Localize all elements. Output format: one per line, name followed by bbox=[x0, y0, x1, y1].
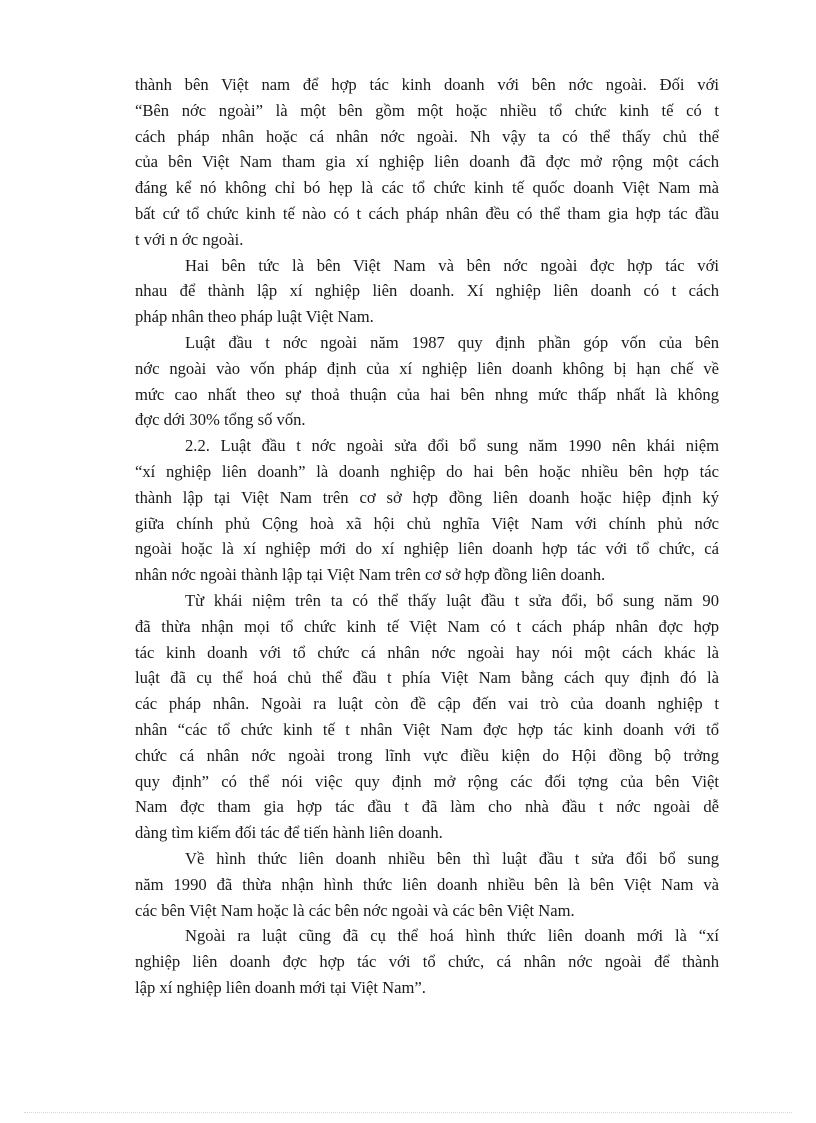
text-line: tác kinh doanh với tổ chức cá nhân nớc ngoài hay nói một cách khác là bbox=[135, 642, 719, 662]
text-line: giữa chính phủ Cộng hoà xã hội chủ nghĩa Việt Nam với chính phủ nớc bbox=[135, 513, 719, 533]
text-line: cách pháp nhân hoặc cá nhân nớc ngoài. Nh vậy ta có thể thấy chủ thể bbox=[135, 126, 719, 146]
text-line: thành lập tại Việt Nam trên cơ sở hợp đồng liên doanh hoặc hiệp định ký bbox=[135, 487, 719, 507]
text-line: “Bên nớc ngoài” là một bên gồm một hoặc nhiều tổ chức kinh tế có t bbox=[135, 100, 719, 120]
text-line: thành bên Việt nam để hợp tác kinh doanh với bên nớc ngoài. Đối với bbox=[135, 75, 719, 94]
page-bottom-divider bbox=[24, 1112, 792, 1113]
text-line: t với n ớc ngoài. bbox=[135, 229, 244, 249]
text-line: mức cao nhất theo sự thoả thuận của hai bên nhng mức thấp nhất là không bbox=[135, 384, 719, 404]
text-line: nhau để thành lập xí nghiệp liên doanh. Xí nghiệp liên doanh có t cách bbox=[135, 281, 719, 301]
text-line: dàng tìm kiếm đối tác để tiến hành liên doanh. bbox=[135, 823, 443, 843]
text-line: 2.2. Luật đầu t nớc ngoài sửa đổi bổ sung năm 1990 nên khái niệm bbox=[185, 436, 719, 456]
text-line: quy định” có thể nói việc quy định mở rộng các đối tợng của bên Việt bbox=[135, 771, 719, 791]
text-line: Hai bên tức là bên Việt Nam và bên nớc ngoài đợc hợp tác với bbox=[185, 255, 719, 275]
text-line: bất cứ tổ chức kinh tế nào có t cách pháp nhân đều có thể tham gia hợp tác đầu bbox=[135, 203, 719, 223]
text-line: nớc ngoài vào vốn pháp định của xí nghiệp liên doanh không bị hạn chế về bbox=[135, 358, 719, 378]
text-line: năm 1990 đã thừa nhận hình thức liên doanh nhiều bên là bên Việt Nam và bbox=[135, 874, 719, 894]
text-line: nhân “các tổ chức kinh tế t nhân Việt Nam đợc hợp tác kinh doanh với tổ bbox=[135, 719, 719, 739]
text-line: Ngoài ra luật cũng đã cụ thể hoá hình thức liên doanh mới là “xí bbox=[185, 926, 719, 946]
text-line: chức cá nhân nớc ngoài trong lĩnh vực điều kiện do Hội đồng bộ trởng bbox=[135, 745, 719, 765]
text-line: lập xí nghiệp liên doanh mới tại Việt Nam”. bbox=[135, 977, 426, 997]
text-line: nhân nớc ngoài thành lập tại Việt Nam trên cơ sở hợp đồng liên doanh. bbox=[135, 565, 606, 585]
text-line: các bên Việt Nam hoặc là các bên nớc ngoài và các bên Việt Nam. bbox=[135, 900, 575, 920]
document-body bbox=[135, 72, 719, 1001]
text-line: “xí nghiệp liên doanh” là doanh nghiệp do hai bên hoặc nhiều bên hợp tác bbox=[135, 461, 719, 481]
text-line: luật đã cụ thể hoá chủ thể đầu t phía Việt Nam bằng cách quy định đó là bbox=[135, 668, 719, 688]
text-line: các pháp nhân. Ngoài ra luật còn đề cập đến vai trò của doanh nghiệp t bbox=[135, 694, 719, 714]
text-line: Luật đầu t nớc ngoài năm 1987 quy định phần góp vốn của bên bbox=[185, 332, 719, 352]
text-line: nghiệp liên doanh đợc hợp tác với tổ chức, cá nhân nớc ngoài để thành bbox=[135, 952, 719, 972]
text-line: đợc dới 30% tổng số vốn. bbox=[135, 410, 306, 430]
text-line: Nam đợc tham gia hợp tác đầu t đã làm cho nhà đầu t nớc ngoài dễ bbox=[135, 797, 719, 817]
text-line: pháp nhân theo pháp luật Việt Nam. bbox=[135, 307, 374, 327]
text-line: đáng kể nó không chỉ bó hẹp là các tổ chức kinh tế quốc doanh Việt Nam mà bbox=[135, 178, 719, 198]
text-line: Về hình thức liên doanh nhiều bên thì luật đầu t sửa đổi bổ sung bbox=[185, 848, 719, 868]
text-line: đã thừa nhận mọi tổ chức kinh tế Việt Nam có t cách pháp nhân đợc hợp bbox=[135, 616, 719, 636]
text-line: Từ khái niệm trên ta có thể thấy luật đầu t sửa đổi, bổ sung năm 90 bbox=[185, 590, 719, 610]
text-line: của bên Việt Nam tham gia xí nghiệp liên doanh đã đợc mở rộng một cách bbox=[135, 152, 719, 172]
text-line: ngoài hoặc là xí nghiệp mới do xí nghiệp liên doanh hợp tác với tổ chức, cá bbox=[135, 539, 719, 559]
